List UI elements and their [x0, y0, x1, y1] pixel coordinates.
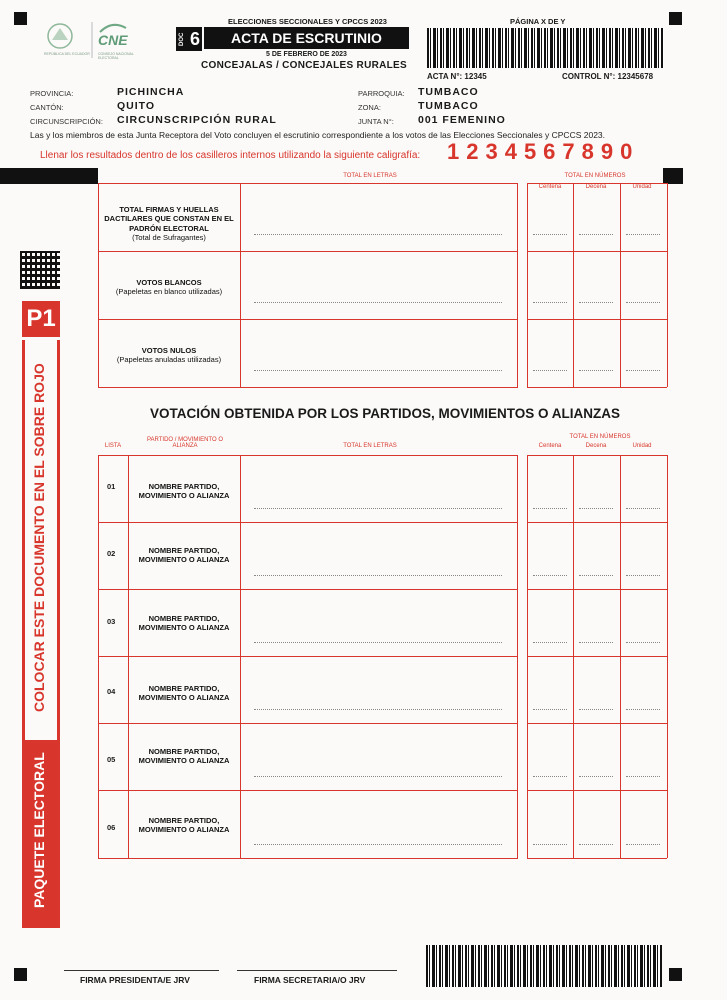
table1-header-letras: TOTAL EN LETRAS	[343, 173, 397, 179]
input-unidad-lista[interactable]	[626, 776, 660, 777]
input-centena-lista[interactable]	[533, 709, 567, 710]
firma-secretaria: FIRMA SECRETARIA/O JRV	[254, 975, 366, 985]
p1-badge: P1	[22, 301, 60, 337]
lista-number: 05	[107, 755, 116, 764]
input-letras-lista[interactable]	[254, 844, 502, 845]
input-letras-lista[interactable]	[254, 642, 502, 643]
table1-header-numeros: TOTAL EN NÚMEROS	[564, 173, 626, 179]
input-decena-lista[interactable]	[579, 776, 613, 777]
table1-header-centena: Centena	[538, 184, 562, 190]
input-unidad-lista[interactable]	[626, 575, 660, 576]
input-decena-lista[interactable]	[579, 575, 613, 576]
input-unidad-blancos[interactable]	[626, 302, 660, 303]
input-unidad-lista[interactable]	[626, 709, 660, 710]
lista-number: 04	[107, 687, 116, 696]
barcode-top	[427, 28, 664, 68]
input-unidad-lista[interactable]	[626, 844, 660, 845]
input-unidad-sufragantes[interactable]	[626, 234, 660, 235]
election-date: 5 DE FEBRERO DE 2023	[266, 51, 347, 58]
section-title: VOTACIÓN OBTENIDA POR LOS PARTIDOS, MOVIMIENTOS O ALIANZAS	[149, 406, 620, 421]
page-indicator: PÁGINA X DE Y	[510, 17, 566, 26]
lista-number: 03	[107, 617, 116, 626]
party-name: NOMBRE PARTIDO, MOVIMIENTO O ALIANZA	[138, 747, 230, 766]
zona-label: ZONA:	[358, 103, 381, 112]
row-nulos-title: VOTOS NULOS	[141, 346, 197, 355]
input-centena-sufragantes[interactable]	[533, 234, 567, 235]
input-centena-lista[interactable]	[533, 844, 567, 845]
lista-number: 01	[107, 482, 116, 491]
input-decena-lista[interactable]	[579, 508, 613, 509]
canton-label: CANTÓN:	[30, 103, 64, 112]
circunscripcion-label: CIRCUNSCRIPCIÓN:	[30, 117, 103, 126]
input-decena-lista[interactable]	[579, 642, 613, 643]
doc-label: DOC	[176, 27, 188, 51]
qr-code-icon	[20, 251, 60, 289]
input-decena-nulos[interactable]	[579, 370, 613, 371]
table2-header-unidad: Unidad	[632, 443, 652, 449]
row-blancos-sub: (Papeletas en blanco utilizadas)	[115, 287, 223, 297]
junta-label: JUNTA N°:	[358, 117, 394, 126]
row-nulos-sub: (Papeletas anuladas utilizadas)	[116, 355, 222, 365]
election-name: ELECCIONES SECCIONALES Y CPCCS 2023	[228, 17, 387, 26]
party-name: NOMBRE PARTIDO, MOVIMIENTO O ALIANZA	[138, 684, 230, 703]
cne-caption: CONSEJO NACIONAL ELECTORAL	[98, 52, 134, 60]
input-centena-blancos[interactable]	[533, 302, 567, 303]
provincia-label: PROVINCIA:	[30, 89, 74, 98]
barcode-bottom	[426, 945, 662, 987]
cne-logo: CNE	[98, 32, 128, 48]
input-letras-blancos[interactable]	[254, 302, 502, 303]
table2-header-lista: LISTA	[104, 443, 122, 449]
input-centena-lista[interactable]	[533, 575, 567, 576]
party-name: NOMBRE PARTIDO, MOVIMIENTO O ALIANZA	[138, 614, 230, 633]
calligraphy-digits: 1234567890	[447, 139, 640, 164]
document-subtitle: CONCEJALAS / CONCEJALES RURALES	[201, 60, 407, 71]
registration-mark-bottom-left	[14, 968, 27, 981]
alignment-bar-left	[0, 168, 98, 184]
acta-number: ACTA N°: 12345	[427, 72, 487, 81]
logos	[40, 18, 150, 60]
canton-value: QUITO	[117, 100, 156, 112]
control-number: CONTROL N°: 12345678	[562, 72, 654, 81]
table2-header-numeros: TOTAL EN NÚMEROS	[569, 434, 631, 440]
input-decena-lista[interactable]	[579, 709, 613, 710]
input-letras-nulos[interactable]	[254, 370, 502, 371]
registration-mark-top-left	[14, 12, 27, 25]
input-decena-lista[interactable]	[579, 844, 613, 845]
instruction-text: Llenar los resultados dentro de los casilleros internos utilizando la siguiente caligrafía:	[40, 150, 421, 161]
input-letras-lista[interactable]	[254, 709, 502, 710]
table1-header-decena: Decena	[585, 184, 607, 190]
table2-header-decena: Decena	[585, 443, 607, 449]
row-sufragantes-label	[100, 205, 238, 243]
input-decena-blancos[interactable]	[579, 302, 613, 303]
table2-header-centena: Centena	[538, 443, 562, 449]
parroquia-value: TUMBACO	[418, 86, 479, 98]
row-blancos-label	[100, 278, 238, 297]
input-letras-lista[interactable]	[254, 508, 502, 509]
input-decena-sufragantes[interactable]	[579, 234, 613, 235]
table2-header-partido: PARTIDO / MOVIMIENTO O ALIANZA	[146, 437, 223, 449]
lista-number: 02	[107, 549, 116, 558]
lista-number: 06	[107, 823, 116, 832]
side-instruction: COLOCAR ESTE DOCUMENTO EN EL SOBRE ROJO	[31, 363, 47, 712]
input-centena-lista[interactable]	[533, 642, 567, 643]
row-nulos-label	[100, 346, 238, 365]
party-name: NOMBRE PARTIDO, MOVIMIENTO O ALIANZA	[138, 816, 230, 835]
table2-header-letras: TOTAL EN LETRAS	[343, 443, 397, 449]
party-name: NOMBRE PARTIDO, MOVIMIENTO O ALIANZA	[138, 546, 230, 565]
circunscripcion-value: CIRCUNSCRIPCIÓN RURAL	[117, 114, 277, 126]
input-centena-lista[interactable]	[533, 776, 567, 777]
input-unidad-nulos[interactable]	[626, 370, 660, 371]
provincia-value: PICHINCHA	[117, 86, 185, 98]
row-sufragantes-title: TOTAL FIRMAS Y HUELLAS DACTILARES QUE CONSTAN EN EL PADRÓN ELECTORAL	[104, 205, 234, 233]
registration-mark-bottom-right	[669, 968, 682, 981]
intro-text: Las y los miembros de esta Junta Receptora del Voto concluyen el escrutinio correspondiente a los votos de las Elecciones Seccionales y CPCCS 2023.	[30, 130, 606, 140]
input-centena-nulos[interactable]	[533, 370, 567, 371]
alignment-bar-right	[663, 168, 683, 184]
party-name: NOMBRE PARTIDO, MOVIMIENTO O ALIANZA	[138, 482, 230, 501]
input-letras-sufragantes[interactable]	[254, 234, 502, 235]
side-package-label: PAQUETE ELECTORAL	[31, 752, 47, 908]
input-letras-lista[interactable]	[254, 575, 502, 576]
row-sufragantes-sub: (Total de Sufragantes)	[132, 233, 206, 243]
input-centena-lista[interactable]	[533, 508, 567, 509]
input-unidad-lista[interactable]	[626, 642, 660, 643]
zona-value: TUMBACO	[418, 100, 479, 112]
parroquia-label: PARROQUIA:	[358, 89, 405, 98]
firma-presidenta: FIRMA PRESIDENTA/E JRV	[80, 975, 190, 985]
row-blancos-title: VOTOS BLANCOS	[136, 278, 202, 287]
input-unidad-lista[interactable]	[626, 508, 660, 509]
input-letras-lista[interactable]	[254, 776, 502, 777]
junta-value: 001 FEMENINO	[418, 114, 506, 126]
page-title: ACTA DE ESCRUTINIO	[204, 27, 409, 49]
doc-number: 6	[189, 29, 200, 49]
registration-mark-top-right	[669, 12, 682, 25]
table1-header-unidad: Unidad	[632, 184, 652, 190]
ecuador-seal-caption: REPÚBLICA DEL ECUADOR	[44, 52, 90, 56]
